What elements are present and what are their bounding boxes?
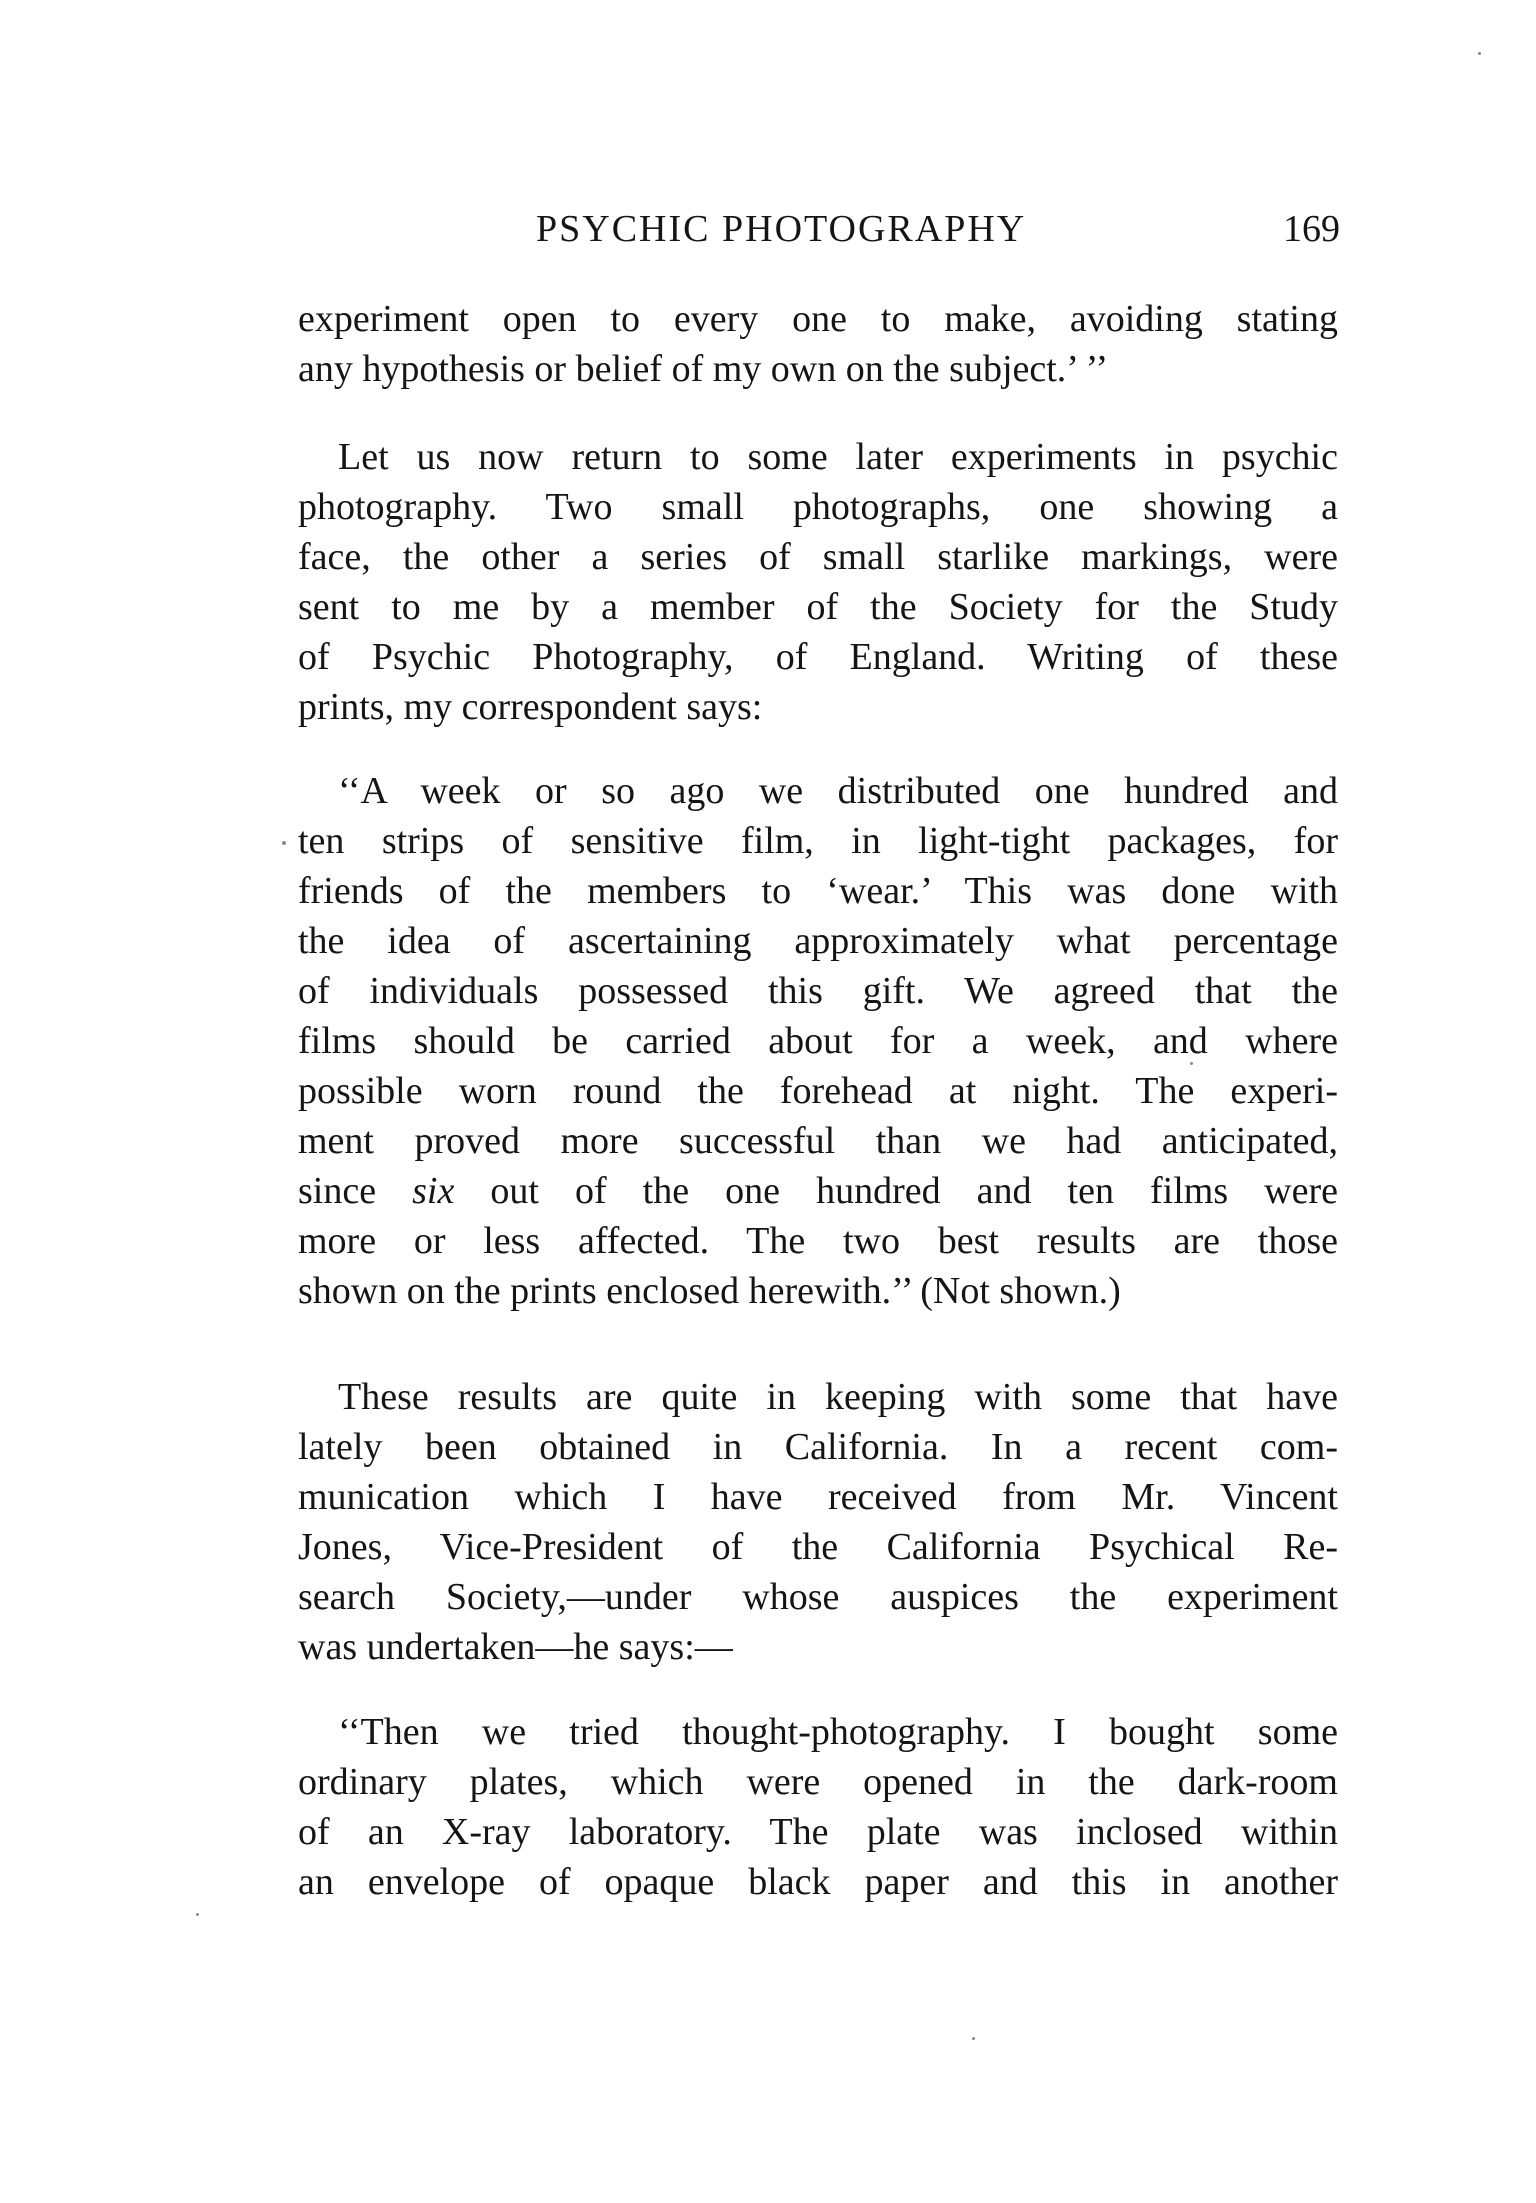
text-line: more or less affected. The two best results are those (298, 1220, 1338, 1262)
text-line: an envelope of opaque black paper and this in another (298, 1861, 1338, 1903)
scan-speck (282, 841, 286, 845)
text-line: ten strips of sensitive film, in light-tight packages, for (298, 820, 1338, 862)
italic-word: six (412, 1170, 455, 1212)
text-line: Jones, Vice-President of the California Psychical Re- (298, 1526, 1338, 1568)
paragraph-california-results (298, 1372, 1338, 1672)
text-line: any hypothesis or belief of my own on the subject.’ ’’ (298, 348, 1109, 390)
text-line: of an X-ray laboratory. The plate was inclosed within (298, 1811, 1338, 1853)
quotation-sensitive-film (298, 766, 1338, 1316)
quotation-thought-photography (298, 1707, 1338, 1907)
text-line: These results are quite in keeping with some that have (338, 1376, 1338, 1418)
scan-speck (1190, 1062, 1193, 1065)
text-line: shown on the prints enclosed herewith.’’ (Not shown.) (298, 1270, 1121, 1312)
page-number: 169 (1283, 208, 1340, 250)
text-segment: out of the one hundred and ten films were (454, 1170, 1338, 1212)
text-line: ‘‘Then we tried thought-photography. I bought some (338, 1711, 1338, 1753)
text-line: the idea of ascertaining approximately what percentage (298, 920, 1338, 962)
text-line: ment proved more successful than we had anticipated, (298, 1120, 1338, 1162)
paragraph-later-experiments (298, 432, 1338, 732)
text-segment: since (298, 1170, 413, 1212)
running-title: PSYCHIC PHOTOGRAPHY (536, 208, 1027, 250)
text-line: friends of the members to ‘wear.’ This was done with (298, 870, 1338, 912)
text-line: munication which I have received from Mr. Vincent (298, 1476, 1338, 1518)
scan-speck (972, 2037, 975, 2040)
text-line: lately been obtained in California. In a recent com- (298, 1426, 1338, 1468)
text-line: of individuals possessed this gift. We agreed that the (298, 970, 1338, 1012)
text-line: possible worn round the forehead at night. The experi- (298, 1070, 1338, 1112)
scan-speck (196, 1913, 199, 1916)
text-line: of Psychic Photography, of England. Writing of these (298, 636, 1338, 678)
text-line-with-italic (298, 1166, 1338, 1216)
text-line: prints, my correspondent says: (298, 686, 763, 728)
text-line: face, the other a series of small starlike markings, were (298, 536, 1338, 578)
text-line: was undertaken—he says:— (298, 1626, 733, 1668)
text-line: search Society,—under whose auspices the experiment (298, 1576, 1338, 1618)
text-line: Let us now return to some later experiments in psychic (338, 436, 1338, 478)
scan-speck (1478, 52, 1481, 55)
text-line: ‘‘A week or so ago we distributed one hundred and (338, 770, 1338, 812)
text-line: experiment open to every one to make, avoiding stating (298, 298, 1338, 340)
paragraph-continuation (298, 294, 1338, 394)
text-line: films should be carried about for a week, and where (298, 1020, 1338, 1062)
running-head (298, 205, 1340, 253)
text-line: ordinary plates, which were opened in the dark-room (298, 1761, 1338, 1803)
text-line: photography. Two small photographs, one showing a (298, 486, 1338, 528)
text-line: sent to me by a member of the Society for the Study (298, 586, 1338, 628)
